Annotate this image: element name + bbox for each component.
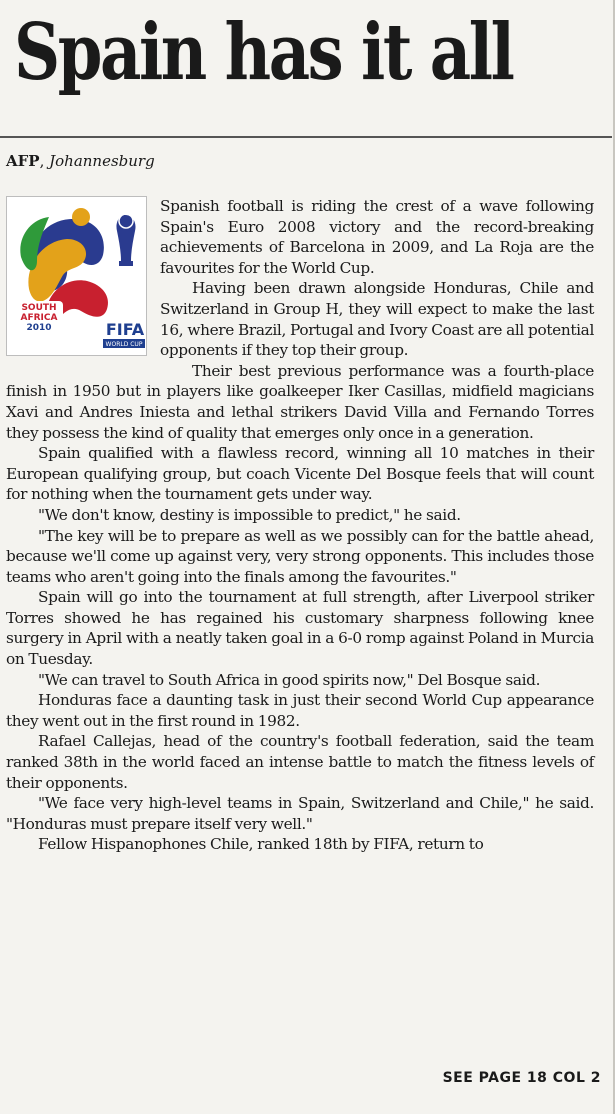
- logo-brand: FIFA: [105, 320, 145, 339]
- paragraph-11: "We face very high-level teams in Spain, Switzerland and Chile," he said. "Honduras must prepare itself very well.": [6, 794, 594, 833]
- headline-divider: [0, 136, 612, 138]
- paragraph-10: Rafael Callejas, head of the country's football federation, said the team ranked 38th in the world faced an intense battle to match the fitness levels of their opponents.: [6, 732, 594, 792]
- paragraph-4: Spain qualified with a flawless record, winning all 10 matches in their European qualifying group, but coach Vicente Del Bosque feels that will count for nothing when the tournament gets under way.: [6, 444, 594, 504]
- paragraph-3: Their best previous performance was a fourth-place finish in 1950 but in players like goalkeeper Iker Casillas, midfield magicians Xavi and Andres Iniesta and lethal strikers David Villa and Fernando Torres they possess the kind of quality that emerges only once in a generation.: [6, 361, 594, 442]
- paragraph-7: Spain will go into the tournament at full strength, after Liverpool striker Torres showed he has regained his customary sharpness following knee surgery in April with a neatly taken goal in a 6-0 romp against Poland in Murcia on Tuesday.: [6, 588, 594, 669]
- continued-on-link[interactable]: SEE PAGE 18 COL 2: [442, 1070, 601, 1086]
- paragraph-8: "We can travel to South Africa in good spirits now," Del Bosque said.: [38, 670, 541, 689]
- logo-line2: AFRICA: [20, 313, 58, 323]
- paragraph-9: Honduras face a daunting task in just their second World Cup appearance they went out in the first round in 1982.: [6, 691, 594, 730]
- paragraph-2: Having been drawn alongside Honduras, Chile and Switzerland in Group H, they will expect to make the last 16, where Brazil, Portugal and Ivory Coast are all potential opponents if they top their group.: [160, 279, 594, 360]
- article-body: [6, 196, 594, 855]
- paragraph-5: "We don't know, destiny is impossible to predict," he said.: [38, 505, 461, 524]
- logo-line1: SOUTH: [21, 303, 57, 313]
- paragraph-6: "The key will be to prepare as well as we possibly can for the battle ahead, because we'll come up against very, very strong opponents. This includes those teams who aren't going into the finals among the favourites.": [6, 526, 594, 586]
- byline-separator: ,: [39, 152, 50, 170]
- logo-sub: WORLD CUP: [105, 341, 143, 348]
- byline: [6, 152, 155, 170]
- paragraph-12: Fellow Hispanophones Chile, ranked 18th by FIFA, return to: [38, 835, 484, 854]
- logo-line3: 2010: [26, 323, 52, 333]
- byline-place: Johannesburg: [49, 152, 155, 170]
- logo-float-spacer: [6, 196, 160, 366]
- byline-agency: AFP: [6, 152, 40, 170]
- paragraph-1: Spanish football is riding the crest of a wave following Spain's Euro 2008 victory and the record-breaking achievements of Barcelona in 2009, and La Roja are the favourites for the World Cup.: [160, 197, 594, 277]
- headline: Spain has it all: [14, 7, 513, 98]
